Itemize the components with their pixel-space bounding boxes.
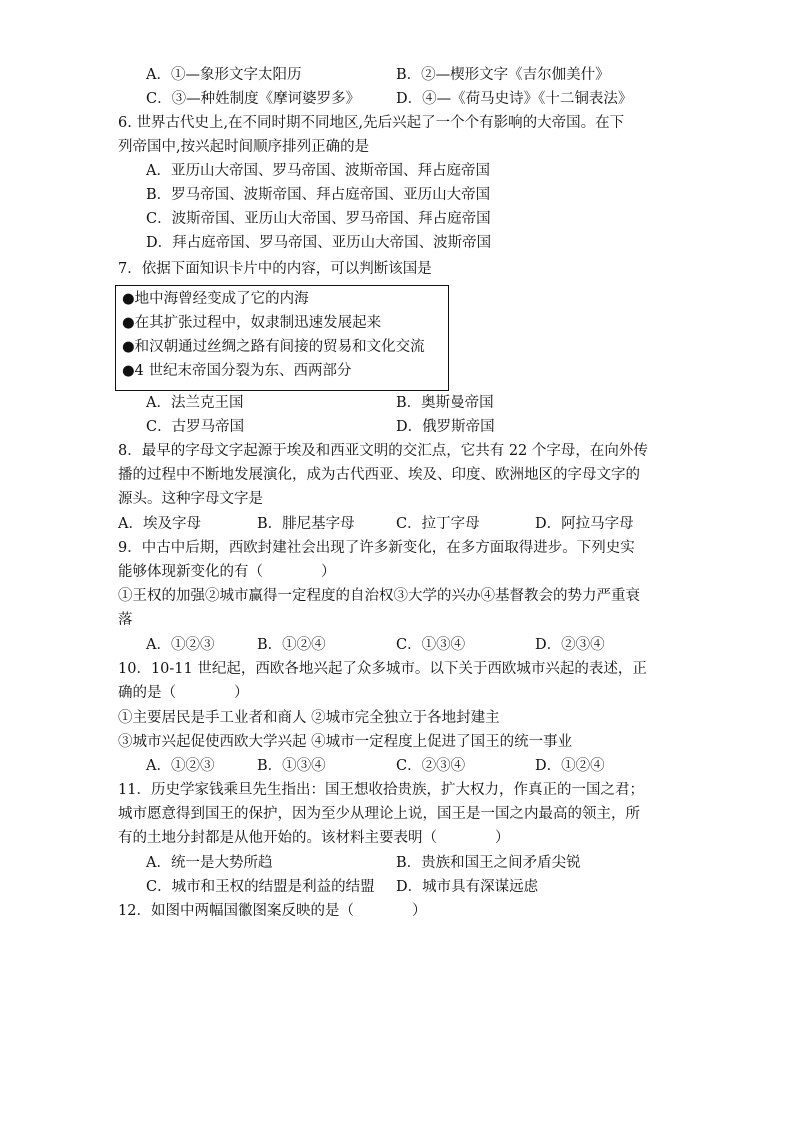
card-item: ●4 世纪末帝国分裂为东、西两部分 (122, 363, 352, 379)
q9-option-b: B．①②④ (257, 637, 326, 653)
q10-option-b: B．①③④ (257, 758, 326, 774)
q10-option-a: A．①②③ (146, 758, 215, 774)
q10-items-line1: ①主要居民是手工业者和商人 ②城市完全独立于各地封建主 (118, 710, 500, 726)
q5-option-c: C．③—种姓制度《摩诃婆罗多》 (146, 91, 361, 107)
q8-option-c: C．拉丁字母 (396, 516, 480, 532)
q6-option-a: A．亚历山大帝国、罗马帝国、波斯帝国、拜占庭帝国 (146, 163, 490, 179)
q11-stem-line1: 11．历史学家钱乘旦先生指出：国王想收拾贵族，扩大权力，作真正的一国之君； (118, 782, 644, 798)
q9-option-c: C．①③④ (396, 637, 466, 653)
q7-option-d: D．俄罗斯帝国 (396, 419, 495, 435)
knowledge-card (115, 285, 449, 391)
q6-option-d: D．拜占庭帝国、罗马帝国、亚历山大帝国、波斯帝国 (146, 235, 492, 251)
q5-option-b: B．②—楔形文字《吉尔伽美什》 (396, 67, 610, 83)
q7-option-b: B．奥斯曼帝国 (396, 395, 494, 411)
q8-option-a: A．埃及字母 (118, 516, 201, 532)
q11-option-d: D．城市具有深谋远虑 (396, 879, 539, 895)
q11-option-c: C．城市和王权的结盟是利益的结盟 (146, 879, 375, 895)
card-item: ●地中海曾经变成了它的内海 (122, 291, 309, 307)
q11-stem-line3: 有的土地分封都是从他开始的。该材料主要表明（ ） (118, 830, 510, 846)
q7-option-a: A．法兰克王国 (146, 395, 244, 411)
q7-option-c: C．古罗马帝国 (146, 419, 245, 435)
q8-option-b: B．腓尼基字母 (257, 516, 355, 532)
q10-stem-line1: 10．10-11 世纪起，西欧各地兴起了众多城市。以下关于西欧城市兴起的表述，正 (118, 661, 647, 677)
card-item: ●和汉朝通过丝绸之路有间接的贸易和文化交流 (122, 339, 425, 355)
q8-stem-line2: 播的过程中不断地发展演化，成为古代西亚、埃及、印度、欧洲地区的字母文字的 (118, 467, 640, 483)
q10-option-c: C．②③④ (396, 758, 466, 774)
q12-stem: 12．如图中两幅国徽图案反映的是（ ） (118, 903, 427, 919)
q7-stem: 7．依据下面知识卡片中的内容，可以判断该国是 (118, 261, 432, 277)
q9-option-d: D．②③④ (535, 637, 605, 653)
q8-option-d: D．阿拉马字母 (535, 516, 634, 532)
q11-option-b: B．贵族和国王之间矛盾尖锐 (396, 855, 581, 871)
q5-option-d: D．④—《荷马史诗》《十二铜表法》 (396, 91, 633, 107)
q6-stem-line2: 列帝国中,按兴起时间顺序排列正确的是 (118, 139, 370, 155)
card-item: ●在其扩张过程中，奴隶制迅速发展起来 (122, 315, 382, 331)
q8-stem-line1: 8．最早的字母文字起源于埃及和西亚文明的交汇点，它共有 22 个字母，在向外传 (118, 443, 648, 459)
q5-option-a: A．①—象形文字太阳历 (146, 67, 302, 83)
q6-stem-line1: 6. 世界古代史上,在不同时期不同地区,先后兴起了一个个有影响的大帝国。在下 (118, 115, 625, 131)
q8-stem-line3: 源头。这种字母文字是 (118, 491, 263, 507)
q10-option-d: D．①②④ (535, 758, 605, 774)
q11-stem-line2: 城市愿意得到国王的保护，因为至少从理论上说，国王是一国之内最高的领主，所 (118, 806, 640, 822)
q9-items-line1: ①王权的加强②城市赢得一定程度的自治权③大学的兴办④基督教会的势力严重衰 (118, 588, 640, 604)
q11-option-a: A．统一是大势所趋 (146, 855, 273, 871)
q9-option-a: A．①②③ (146, 637, 215, 653)
q9-items-line2: 落 (118, 612, 133, 628)
q9-stem-line1: 9．中古中后期，西欧封建社会出现了许多新变化，在多方面取得进步。下列史实 (118, 540, 635, 556)
q10-stem-line2: 确的是（ ） (118, 685, 249, 701)
q9-stem-line2: 能够体现新变化的有（ ） (118, 564, 336, 580)
q6-option-b: B．罗马帝国、波斯帝国、拜占庭帝国、亚历山大帝国 (146, 187, 491, 203)
q10-items-line2: ③城市兴起促使西欧大学兴起 ④城市一定程度上促进了国王的统一事业 (118, 734, 573, 750)
q6-option-c: C．波斯帝国、亚历山大帝国、罗马帝国、拜占庭帝国 (146, 211, 491, 227)
